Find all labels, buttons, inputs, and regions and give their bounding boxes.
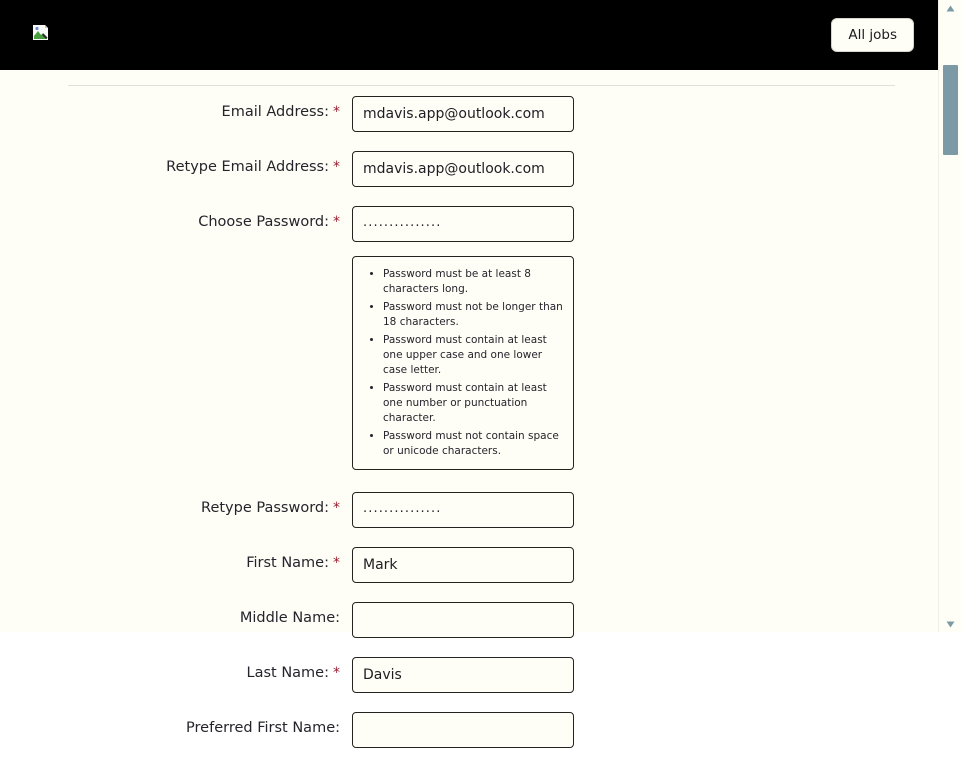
password-requirements-list	[357, 267, 563, 459]
label-text: Choose Password:	[198, 214, 329, 230]
password-masked-value: ···············	[363, 218, 442, 234]
control-retype-email-address	[352, 151, 574, 187]
password-rule-item: • Password must contain at least one upper case and one lower case letter.	[383, 333, 563, 378]
scroll-up-arrow-icon[interactable]	[939, 0, 962, 16]
scroll-down-arrow-icon[interactable]	[939, 616, 962, 632]
first-name-input[interactable]	[352, 547, 574, 583]
label-text: Retype Password:	[201, 500, 329, 516]
choose-password-input[interactable]	[352, 206, 574, 242]
label-last-name	[0, 657, 340, 681]
middle-name-input[interactable]	[352, 602, 574, 638]
label-first-name	[0, 547, 340, 571]
control-first-name	[352, 547, 574, 583]
label-text: Email Address:	[221, 104, 329, 120]
form-row-last-name	[0, 657, 938, 693]
header-divider	[68, 85, 895, 86]
form-row-email-address	[0, 96, 938, 132]
form-row-choose-password	[0, 206, 938, 242]
required-marker: *	[333, 500, 340, 516]
password-rule-item: • Password must contain at least one number or punctuation character.	[383, 381, 563, 426]
required-marker: *	[333, 665, 340, 681]
label-text: First Name:	[246, 555, 329, 571]
label-retype-password	[0, 492, 340, 516]
label-text: Last Name:	[246, 665, 329, 681]
last-name-input[interactable]	[352, 657, 574, 693]
form-row-retype-password	[0, 492, 938, 528]
label-preferred-first-name	[0, 712, 340, 736]
label-middle-name	[0, 602, 340, 626]
form-row-middle-name	[0, 602, 938, 638]
control-retype-password	[352, 492, 574, 528]
vertical-scrollbar[interactable]	[938, 0, 961, 632]
broken-image-icon	[32, 24, 49, 41]
label-text: Middle Name:	[239, 610, 340, 626]
password-rule-item: • Password must not contain space or unicode characters.	[383, 429, 563, 459]
all-jobs-button[interactable]: All jobs	[831, 18, 914, 52]
control-last-name	[352, 657, 574, 693]
required-marker: *	[333, 159, 340, 175]
control-preferred-first-name	[352, 712, 574, 748]
password-rule-item: • Password must be at least 8 characters long.	[383, 267, 563, 297]
label-email-address	[0, 96, 340, 120]
registration-form	[0, 96, 938, 767]
label-choose-password	[0, 206, 340, 230]
form-row-first-name	[0, 547, 938, 583]
retype-password-input[interactable]	[352, 492, 574, 528]
retype-email-address-input[interactable]	[352, 151, 574, 187]
label-text: Preferred First Name:	[186, 720, 340, 736]
form-row-password-rules	[0, 256, 938, 470]
password-rule-item: • Password must not be longer than 18 characters.	[383, 300, 563, 330]
label-text: Retype Email Address:	[166, 159, 329, 175]
control-email-address	[352, 96, 574, 132]
label-retype-email-address	[0, 151, 340, 175]
password-requirements-box	[352, 256, 574, 470]
form-row-retype-email-address	[0, 151, 938, 187]
password-masked-value: ···············	[363, 504, 442, 520]
control-middle-name	[352, 602, 574, 638]
preferred-first-name-input[interactable]	[352, 712, 574, 748]
rules-spacer	[0, 256, 352, 470]
required-marker: *	[333, 214, 340, 230]
scrollbar-thumb[interactable]	[943, 65, 958, 155]
required-marker: *	[333, 104, 340, 120]
required-marker: *	[333, 555, 340, 571]
site-header	[0, 0, 938, 70]
control-choose-password	[352, 206, 574, 242]
form-row-preferred-first-name	[0, 712, 938, 748]
email-address-input[interactable]	[352, 96, 574, 132]
